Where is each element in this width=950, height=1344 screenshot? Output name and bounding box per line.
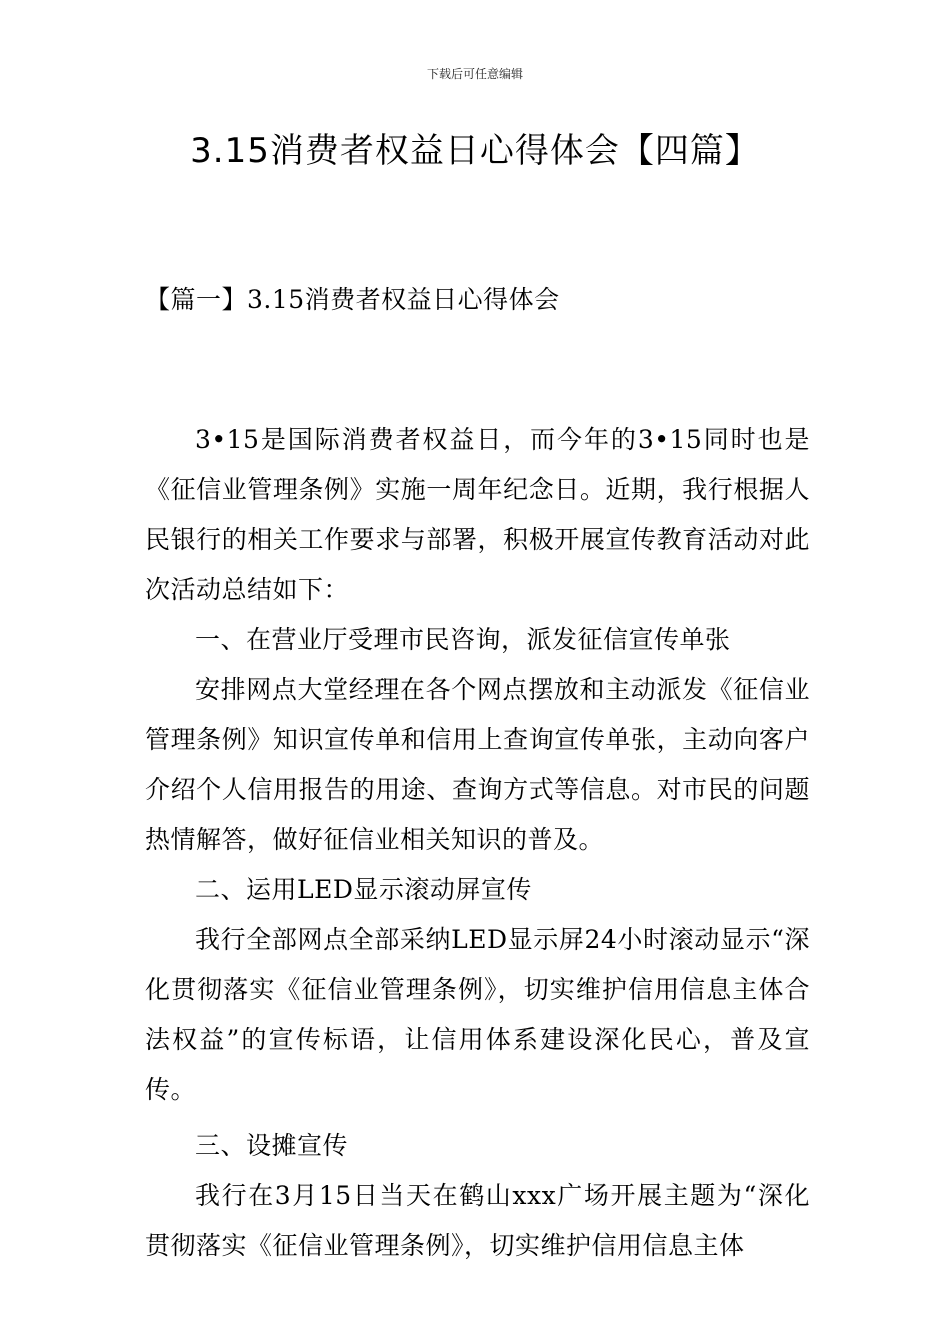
paragraph-two: 我行全部网点全部采纳LED显示屏24小时滚动显示“深化贯彻落实《征信业管理条例》，切实维护信用信息主体合法权益”的宣传标语，让信用体系建设深化民心，普及宣传。 [145,925,810,1104]
paragraph-three: 我行在3月15日当天在鹤山xxx广场开展主题为“深化贯彻落实《征信业管理条例》，切实维护信用信息主体 [145,1181,810,1260]
header-note: 下载后可任意编辑 [426,67,523,81]
document-title: 3.15消费者权益日心得体会【四篇】 [190,131,760,171]
subheading-one: 一、在营业厅受理市民咨询，派发征信宣传单张 [195,625,731,654]
spacer [145,320,810,415]
document-body [145,280,810,1271]
subheading-two: 二、运用LED显示滚动屏宣传 [195,875,532,904]
subheading-three: 三、设摊宣传 [195,1131,349,1160]
section-heading: 【篇一】3.15消费者权益日心得体会 [145,285,560,314]
paragraph-one: 安排网点大堂经理在各个网点摆放和主动派发《征信业管理条例》知识宣传单和信用上查询宣传单张，主动向客户介绍个人信用报告的用途、查询方式等信息。对市民的问题热情解答，做好征信业相关知识的普及。 [145,675,810,854]
paragraph-intro: 3•15是国际消费者权益日，而今年的3•15同时也是《征信业管理条例》实施一周年纪念日。近期，我行根据人民银行的相关工作要求与部署，积极开展宣传教育活动对此次活动总结如下： [145,425,810,604]
